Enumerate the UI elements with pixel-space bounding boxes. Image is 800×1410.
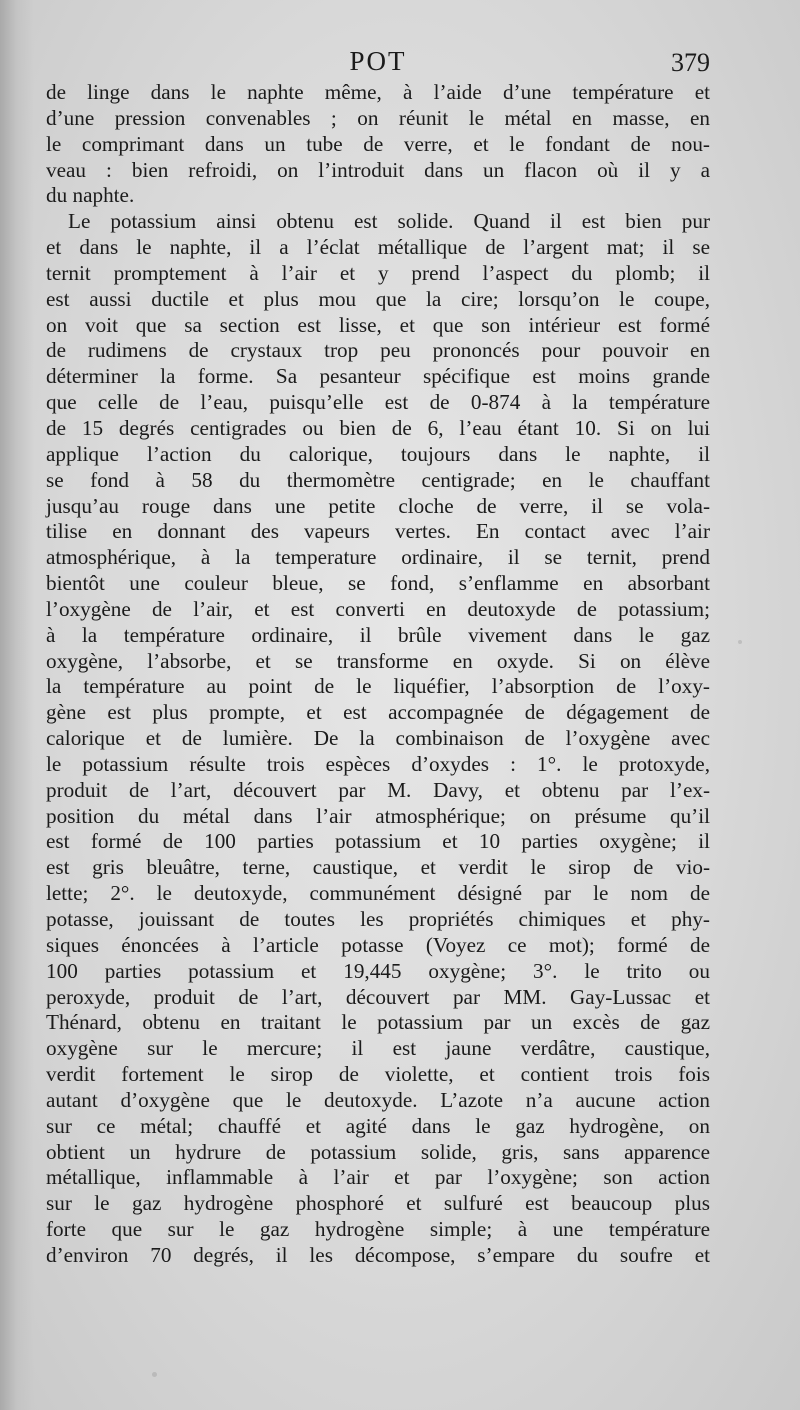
text-line: bientôt une couleur bleue, se fond, s’enflamme en absorbant <box>46 571 710 596</box>
text-line: peroxyde, produit de l’art, découvert par MM. Gay-Lussac et <box>46 984 710 1009</box>
text-line: à la température ordinaire, il brûle vivement dans le gaz <box>46 622 710 647</box>
text-line: gène est plus prompte, et est accompagnée de dégagement de <box>46 700 710 725</box>
text-line: autant d’oxygène que le deutoxyde. L’azote n’a aucune action <box>46 1087 710 1112</box>
text-line: l’oxygène de l’air, et est converti en deutoxyde de potassium; <box>46 596 710 621</box>
binding-gutter-shadow <box>0 0 34 1410</box>
text-line: siques énoncées à l’article potasse (Voyez ce mot); formé de <box>46 932 710 957</box>
text-line: et dans le naphte, il a l’éclat métallique de l’argent mat; il se <box>46 235 710 260</box>
text-line: lette; 2°. le deutoxyde, communément désigné par le nom de <box>46 881 710 906</box>
text-line: Thénard, obtenu en traitant le potassium par un excès de gaz <box>46 1010 710 1035</box>
text-line: se fond à 58 du thermomètre centigrade; en le chauffant <box>46 467 710 492</box>
text-line: potasse, jouissant de toutes les propriétés chimiques et phy- <box>46 907 710 931</box>
paragraph-first-line: Le potassium ainsi obtenu est solide. Quand il est bien pur <box>68 209 710 234</box>
paper-speck <box>738 640 742 644</box>
text-line: le potassium résulte trois espèces d’oxydes : 1°. le protoxyde, <box>46 751 710 776</box>
text-line: est gris bleuâtre, terne, caustique, et verdit le sirop de vio- <box>46 855 710 880</box>
text-line: ternit promptement à l’air et y prend l’aspect du plomb; il <box>46 260 710 285</box>
text-line: la température au point de le liquéfier, l’absorption de l’oxy- <box>46 674 710 699</box>
text-line: tilise en donnant des vapeurs vertes. En contact avec l’air <box>46 519 710 544</box>
text-line: que celle de l’eau, puisqu’elle est de 0-874 à la température <box>46 390 710 415</box>
text-line: de rudimens de crystaux trop peu prononcés pour pouvoir en <box>46 338 710 363</box>
text-line: applique l’action du calorique, toujours dans le naphte, il <box>46 441 710 466</box>
body-text <box>46 80 710 1269</box>
text-line: d’une pression convenables ; on réunit le métal en masse, en <box>46 105 710 130</box>
text-line: forte que sur le gaz hydrogène simple; à une température <box>46 1217 710 1242</box>
text-line: d’environ 70 degrés, il les décompose, s’empare du soufre et <box>46 1242 710 1267</box>
text-line: atmosphérique, à la temperature ordinaire, il se ternit, prend <box>46 545 710 570</box>
text-line: calorique et de lumière. De la combinaison de l’oxygène avec <box>46 726 710 751</box>
text-line: produit de l’art, découvert par M. Davy, et obtenu par l’ex- <box>46 777 710 802</box>
text-line: du naphte. <box>46 183 135 208</box>
text-line: jusqu’au rouge dans une petite cloche de verre, il se vola- <box>46 493 710 518</box>
text-line: de 15 degrés centigrades ou bien de 6, l’eau étant 10. Si on lui <box>46 415 710 440</box>
text-line: position du métal dans l’air atmosphérique; on présume qu’il <box>46 803 710 828</box>
running-head: POT <box>349 46 407 76</box>
text-line: sur ce métal; chauffé et agité dans le gaz hydrogène, on <box>46 1113 710 1138</box>
text-line: on voit que sa section est lisse, et que son intérieur est formé <box>46 312 710 337</box>
text-line: déterminer la forme. Sa pesanteur spécifique est moins grande <box>46 364 710 389</box>
page-number: 379 <box>671 48 710 77</box>
text-line: est aussi ductile et plus mou que la cire; lorsqu’on le coupe, <box>46 286 710 311</box>
text-line: de linge dans le naphte même, à l’aide d’une température et <box>46 80 710 104</box>
text-line: obtient un hydrure de potassium solide, gris, sans apparence <box>46 1139 710 1164</box>
text-line: le comprimant dans un tube de verre, et le fondant de nou- <box>46 131 710 156</box>
text-line: métallique, inflammable à l’air et par l’oxygène; son action <box>46 1165 710 1190</box>
text-line: veau : bien refroidi, on l’introduit dans un flacon où il y a <box>46 157 710 182</box>
text-line: oxygène, l’absorbe, et se transforme en oxyde. Si on élève <box>46 648 710 673</box>
text-line: est formé de 100 parties potassium et 10 parties oxygène; il <box>46 829 710 854</box>
text-line: oxygène sur le mercure; il est jaune verdâtre, caustique, <box>46 1036 710 1061</box>
text-line: 100 parties potassium et 19,445 oxygène; 3°. le trito ou <box>46 958 710 983</box>
text-line: verdit fortement le sirop de violette, et contient trois fois <box>46 1062 710 1087</box>
page-header <box>46 44 710 84</box>
paper-speck <box>152 1372 157 1377</box>
text-line: sur le gaz hydrogène phosphoré et sulfuré est beaucoup plus <box>46 1191 710 1216</box>
